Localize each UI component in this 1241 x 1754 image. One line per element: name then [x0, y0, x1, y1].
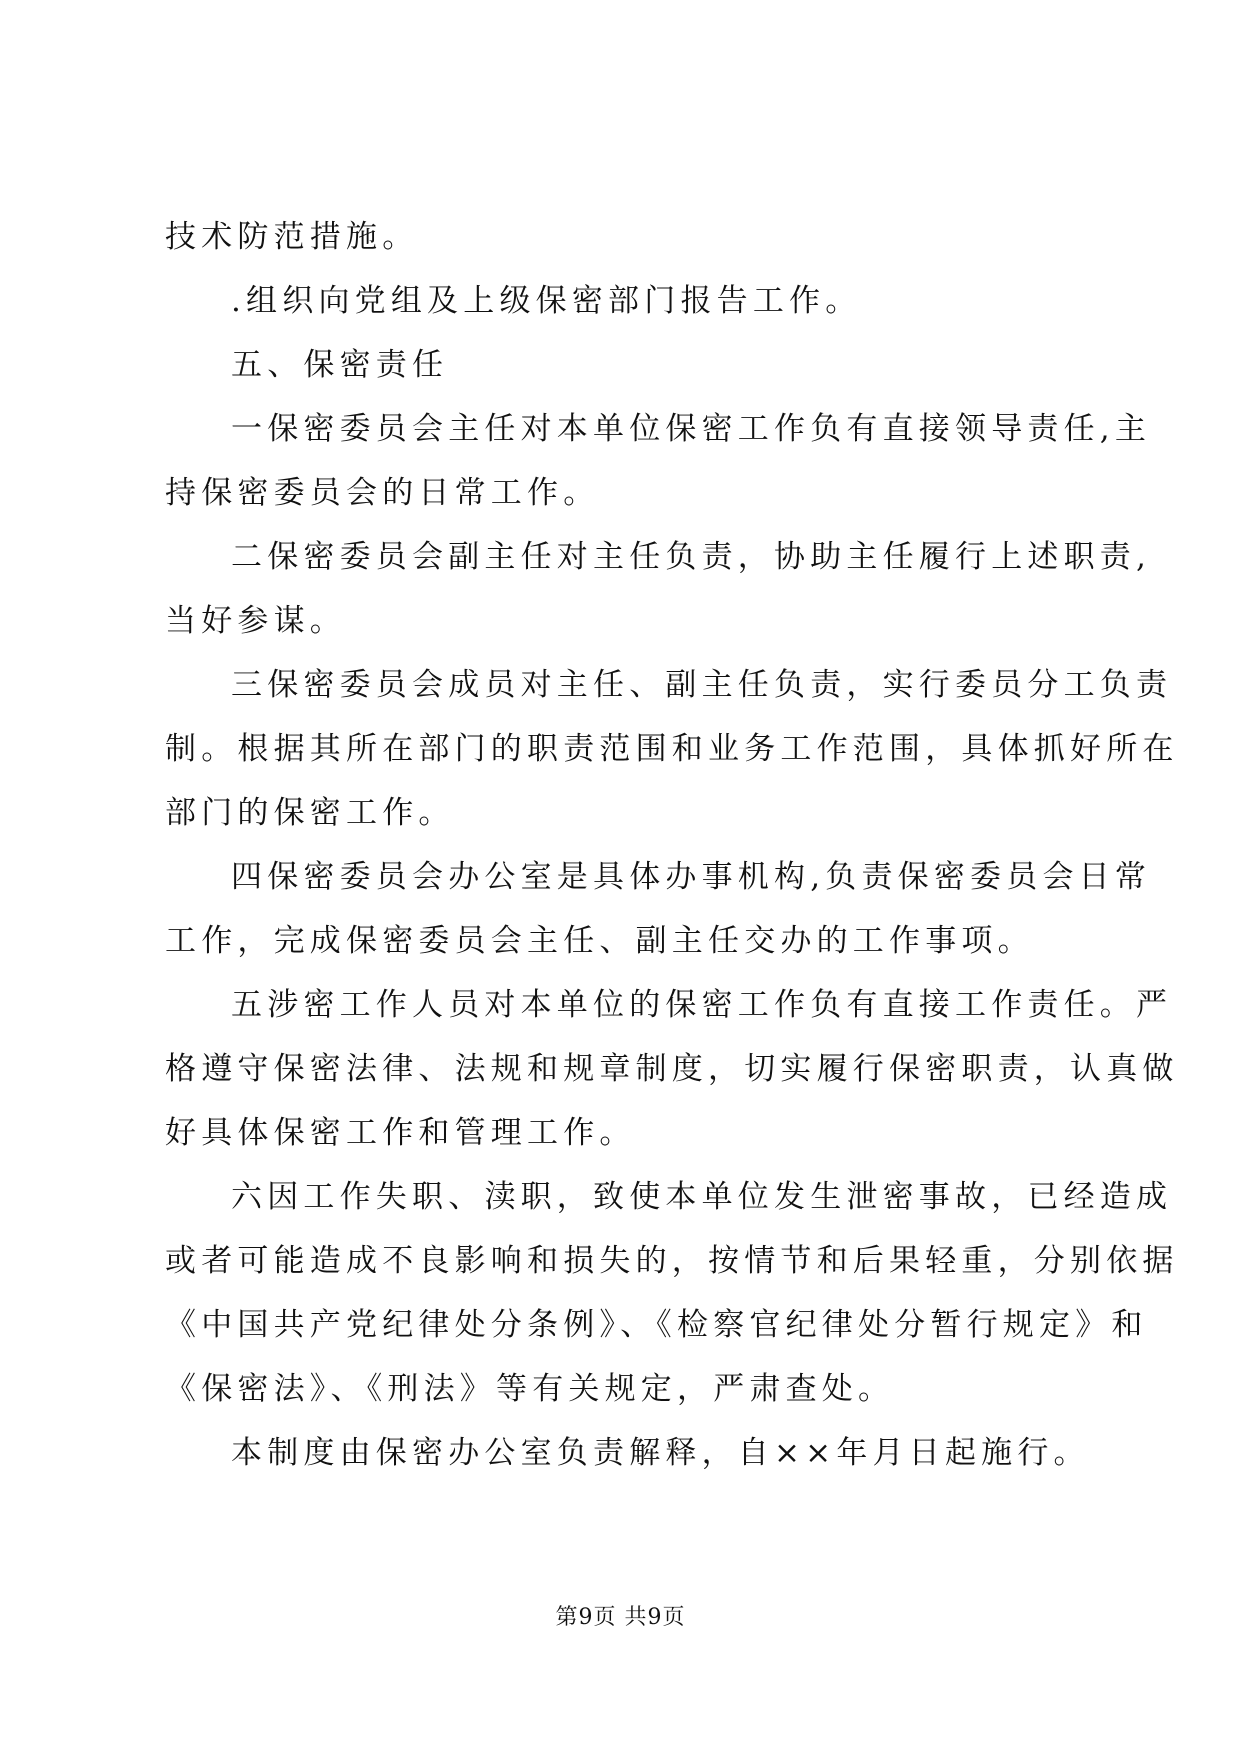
text-line: 技术防范措施。	[165, 219, 419, 255]
section-heading: 五、保密责任	[231, 347, 449, 383]
text-line: 五涉密工作人员对本单位的保密工作负有直接工作责任。严	[231, 987, 1173, 1023]
text-line: 制。根据其所在部门的职责范围和业务工作范围，具体抓好所在	[165, 731, 1179, 767]
text-line: .组织向党组及上级保密部门报告工作。	[231, 283, 862, 319]
text-line: 持保密委员会的日常工作。	[165, 475, 600, 511]
text-line: 六因工作失职、渎职，致使本单位发生泄密事故，已经造成	[231, 1179, 1173, 1215]
page-footer: 第9页 共9页	[555, 1605, 686, 1630]
text-line: 工作，完成保密委员会主任、副主任交办的工作事项。	[165, 923, 1034, 959]
text-line: 四保密委员会办公室是具体办事机构,负责保密委员会日常	[231, 859, 1152, 895]
text-line: 《中国共产党纪律处分条例》、《检察官纪律处分暂行规定》和	[165, 1307, 1148, 1343]
text-line: 三保密委员会成员对主任、副主任负责，实行委员分工负责	[231, 667, 1173, 703]
text-line: 当好参谋。	[165, 603, 346, 639]
text-line: 好具体保密工作和管理工作。	[165, 1115, 636, 1151]
text-line: 一保密委员会主任对本单位保密工作负有直接领导责任,主	[231, 411, 1152, 447]
text-line: 二保密委员会副主任对主任负责，协助主任履行上述职责,	[231, 539, 1152, 575]
document-body	[165, 205, 1179, 1485]
text-line: 部门的保密工作。	[165, 795, 455, 831]
text-line: 格遵守保密法律、法规和规章制度，切实履行保密职责，认真做	[165, 1051, 1179, 1087]
text-line: 本制度由保密办公室负责解释，自××年月日起施行。	[231, 1435, 1090, 1471]
text-line: 《保密法》、《刑法》等有关规定，严肃查处。	[165, 1371, 895, 1407]
text-line: 或者可能造成不良影响和损失的，按情节和后果轻重，分别依据	[165, 1243, 1179, 1279]
